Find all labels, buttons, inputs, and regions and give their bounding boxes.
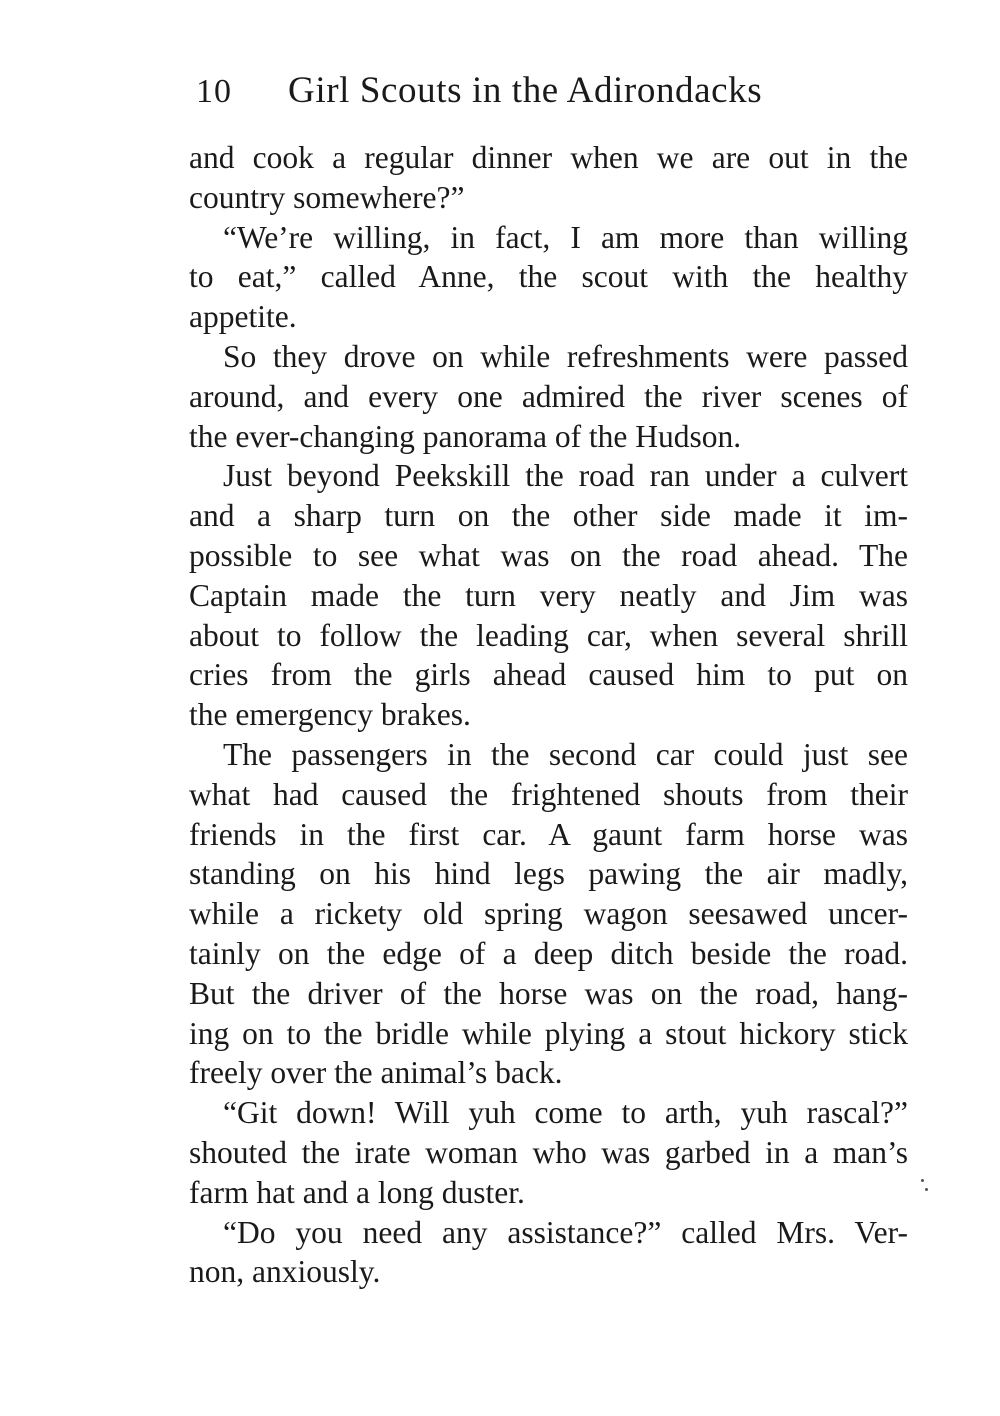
text-line: standing on his hind legs pawing the air madly, (189, 856, 908, 892)
text-line: the emergency brakes. (189, 697, 471, 733)
text-line: Just beyond Peekskill the road ran under a culvert (223, 458, 908, 494)
text-line: appetite. (189, 299, 297, 335)
text-line: The passengers in the second car could just see (223, 736, 908, 772)
text-line: “Git down! Will yuh come to arth, yuh rascal?” (223, 1095, 908, 1131)
text-line: shouted the irate woman who was garbed in a man’s (189, 1134, 908, 1170)
body-text (189, 138, 908, 1292)
text-line: what had caused the frightened shouts from their (189, 776, 908, 812)
text-line: ing on to the bridle while plying a stout hickory stick (189, 1015, 908, 1051)
print-speck (925, 1188, 928, 1191)
paragraph (189, 1093, 908, 1212)
text-line: while a rickety old spring wagon seesawed uncer- (189, 896, 908, 932)
text-line: So they drove on while refreshments were passed (223, 338, 908, 374)
paragraph (189, 735, 908, 1093)
text-line: “Do you need any assistance?” called Mrs. Ver- (223, 1214, 908, 1250)
paragraph (189, 456, 908, 735)
text-line: to eat,” called Anne, the scout with the healthy (189, 259, 908, 295)
paragraph (189, 337, 908, 456)
text-line: cries from the girls ahead caused him to put on (189, 657, 908, 693)
running-title: Girl Scouts in the Adirondacks (288, 70, 763, 111)
text-line: country somewhere?” (189, 179, 465, 215)
page-number: 10 (196, 73, 232, 110)
text-line: about to follow the leading car, when several shrill (189, 617, 908, 653)
paragraph (189, 138, 908, 218)
paragraph (189, 1213, 908, 1293)
text-line: and cook a regular dinner when we are out in the (189, 140, 908, 175)
text-line: Captain made the turn very neatly and Jim was (189, 577, 908, 613)
text-line: But the driver of the horse was on the road, hang- (189, 975, 908, 1011)
page-header (196, 68, 816, 114)
text-line: friends in the first car. A gaunt farm horse was (189, 816, 908, 852)
text-line: tainly on the edge of a deep ditch beside the road. (189, 935, 908, 971)
print-speck (921, 1179, 924, 1182)
text-line: the ever-changing panorama of the Hudson. (189, 418, 742, 454)
text-line: “We’re willing, in fact, I am more than willing (223, 219, 908, 255)
text-line: non, anxiously. (189, 1254, 381, 1290)
text-line: around, and every one admired the river scenes of (189, 378, 908, 414)
text-line: freely over the animal’s back. (189, 1055, 563, 1091)
text-line: possible to see what was on the road ahead. The (189, 537, 908, 573)
text-line: and a sharp turn on the other side made it im- (189, 498, 908, 534)
paragraph (189, 218, 908, 337)
text-line: farm hat and a long duster. (189, 1174, 525, 1210)
